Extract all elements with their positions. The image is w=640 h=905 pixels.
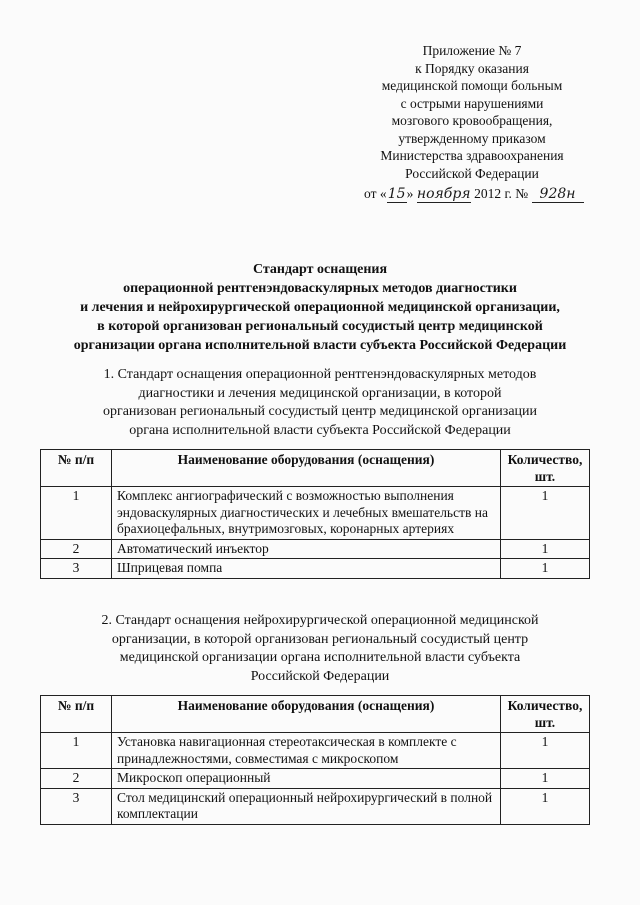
row-num: 1 (41, 733, 112, 769)
table-header-row (41, 450, 590, 487)
title-line: и лечения и нейрохирургической операционной медицинской организации, (80, 300, 560, 315)
row-num: 3 (41, 559, 112, 579)
annex-line: Министерства здравоохранения (380, 148, 564, 163)
header-qty: Количество, шт. (501, 450, 590, 487)
row-num: 2 (41, 539, 112, 559)
section-heading-line: организации, в которой организован региональный сосудистый центр (111, 631, 529, 647)
row-name: Микроскоп операционный (112, 769, 501, 789)
header-qty: Количество, шт. (501, 696, 590, 733)
annex-line: медицинской помощи больным (381, 78, 563, 93)
table-row (41, 769, 590, 789)
header-name: Наименование оборудования (оснащения) (112, 450, 501, 487)
table-row (41, 539, 590, 559)
equipment-table-1 (40, 449, 590, 579)
section-heading-line: органа исполнительной власти субъекта Российской Федерации (129, 422, 511, 438)
order-number-handwritten: 928н (532, 186, 584, 203)
row-name: Шприцевая помпа (112, 559, 501, 579)
annex-line: к Порядку оказания (415, 60, 529, 76)
table-header-row (41, 696, 590, 733)
equipment-table-2 (40, 695, 590, 825)
annex-line: Российской Федерации (405, 165, 539, 181)
row-qty: 1 (501, 788, 590, 824)
table-row (41, 788, 590, 824)
table-row (41, 559, 590, 579)
row-num: 3 (41, 788, 112, 824)
section-2-heading (40, 612, 600, 686)
annex-line: с острыми нарушениями (400, 95, 544, 111)
title-line: организации органа исполнительной власти субъекта Российской Федерации (73, 338, 567, 353)
row-name: Установка навигационная стереотаксическая в комплекте с принадлежностями, совместимая с микроскопом (112, 733, 501, 769)
order-year-text: 2012 г. № (474, 186, 529, 201)
title-line: в которой организован региональный сосудистый центр медицинской (97, 319, 543, 334)
section-heading-line: 2. Стандарт оснащения нейрохирургической операционной медицинской (101, 613, 539, 628)
section-heading-line: диагностики и лечения медицинской организации, в которой (138, 385, 502, 401)
header-num: № п/п (41, 696, 112, 733)
section-heading-line: 1. Стандарт оснащения операционной рентгенэндоваскулярных методов (103, 367, 537, 382)
annex-line: Приложение № 7 (422, 43, 522, 58)
title-line: операционной рентгенэндоваскулярных методов диагностики (123, 281, 517, 296)
row-qty: 1 (501, 487, 590, 540)
row-name: Автоматический инъектор (112, 539, 501, 559)
row-qty: 1 (501, 769, 590, 789)
section-1-heading (40, 366, 600, 440)
row-qty: 1 (501, 559, 590, 579)
annex-line: утвержденному приказом (398, 130, 546, 146)
document-title (20, 260, 620, 355)
section-heading-line: организован региональный сосудистый центр медицинской организации (102, 404, 538, 419)
header-name: Наименование оборудования (оснащения) (112, 696, 501, 733)
row-name: Стол медицинский операционный нейрохирургический в полной комплектации (112, 788, 501, 824)
annex-header (352, 42, 592, 182)
title-main: Стандарт оснащения (252, 262, 388, 277)
order-month-handwritten: ноября (416, 186, 471, 202)
row-num: 2 (41, 769, 112, 789)
annex-line: мозгового кровообращения, (391, 113, 553, 128)
table-row (41, 733, 590, 769)
row-qty: 1 (501, 539, 590, 559)
table-row (41, 487, 590, 540)
row-name: Комплекс ангиографический с возможностью выполнения эндоваскулярных диагностических и лечебных вмешательств на брахиоцефальных, внутримозговых, коронарных артериях (112, 487, 501, 540)
row-qty: 1 (501, 733, 590, 769)
section-heading-line: Российской Федерации (250, 668, 390, 684)
order-day-handwritten: 15 (387, 186, 406, 202)
section-heading-line: медицинской организации органа исполнительной власти субъекта (119, 650, 521, 665)
row-num: 1 (41, 487, 112, 540)
header-num: № п/п (41, 450, 112, 487)
order-prefix: от « (364, 186, 387, 201)
order-mid: » (406, 186, 414, 201)
order-date-line (364, 186, 584, 203)
